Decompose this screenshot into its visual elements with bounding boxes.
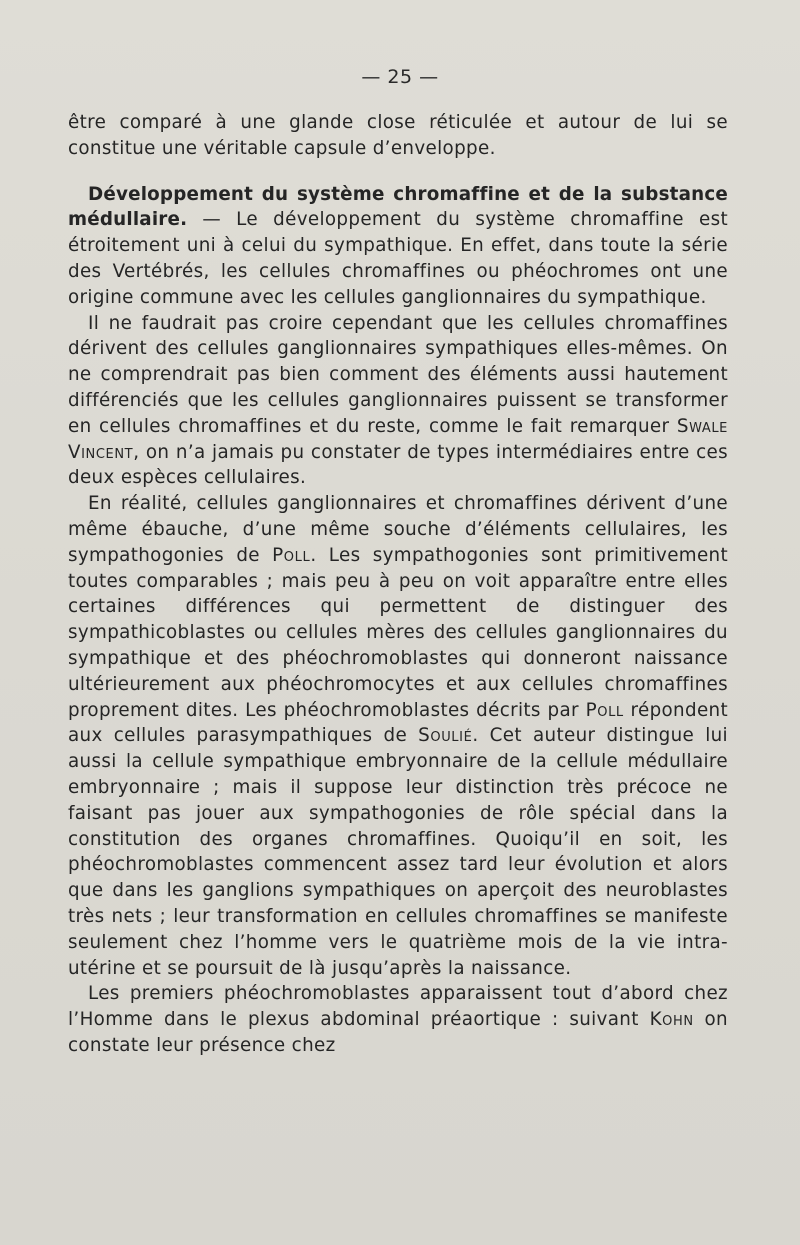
paragraph [68,981,728,1058]
author-name: Kohn [649,1009,694,1031]
paragraph-text: , on n’a jamais pu constater de types intermédiaires entre ces deux espèces cellulaires. [68,441,728,489]
paragraph [68,311,728,492]
paragraph-text: on constate leur présence chez [68,1009,728,1056]
author-name: Swale Vincent [68,415,728,463]
section-heading: Développement du système chromaffine et de la substance médullaire. [68,183,728,231]
body-text [68,110,728,1059]
paragraph-text: être comparé à une glande close réticulée et autour de lui se constitue une véritable capsule d’enveloppe. [68,112,728,159]
page-number: — 25 — [361,66,439,88]
paragraph-section-start [68,182,728,311]
author-name: Poll [272,544,311,566]
paragraph-text: Les premiers phéochromoblastes apparaissent tout d’abord chez l’Homme dans le plexus abdominal préaortique : suivant [68,983,728,1031]
paragraph-continuation [68,110,728,162]
paragraph-text: . Cet auteur distingue lui aussi la cellule sympathique embryonnaire de la cellule médullaire embryonnaire ; mais il suppose leur distinction très précoce ne faisant pas jouer aux sympathogonies de rôle spécial dans la constitution des organes chromaffines. Quoiqu’il en soit, les phéochromoblastes commencent assez tard leur évolution et alors que dans les ganglions sympathiques on aperçoit des neuroblastes très nets ; leur transformation en cellules chromaffines se manifeste seulement chez l’homme vers le quatrième mois de la vie intra-utérine et se poursuit de là jusqu’après la naissance. [68,725,728,979]
author-name: Poll [585,699,624,721]
paragraph-text: Il ne faudrait pas croire cependant que les cellules chromaffines dérivent des cellules ganglionnaires sympathiques elles-mêmes. On ne comprendrait pas bien comment des éléments aussi hautement différenciés que les cellules ganglionnaires puissent se transformer en cellules chromaffines et du reste, comme le fait remarquer [68,312,728,437]
paragraph-text: — Le développement du système chromaffine est étroitement uni à celui du sympathique. En effet, dans toute la série des Vertébrés, les cellules chromaffines ou phéochromes ont une origine commune avec les cellules ganglionnaires du sympathique. [68,209,728,308]
paragraph-text: En réalité, cellules ganglionnaires et chromaffines dérivent d’une même ébauche, d’une même souche d’éléments cellulaires, les sympathogonies de [68,493,728,566]
author-name: Soulié [418,725,473,747]
paragraph-text: . Les sympathogonies sont primitivement toutes comparables ; mais peu à peu on voit apparaître entre elles certaines différences qui permettent de distinguer des sympathicoblastes ou cellules mères des cellules ganglionnaires du sympathique et des phéochromoblastes qui donneront naissance ultérieurement aux phéochromocytes et aux cellules chromaffines proprement dites. Les phéochromoblastes décrits par [68,544,728,721]
paragraph-text: répondent aux cellules parasympathiques de [68,699,728,747]
paragraph [68,491,728,981]
